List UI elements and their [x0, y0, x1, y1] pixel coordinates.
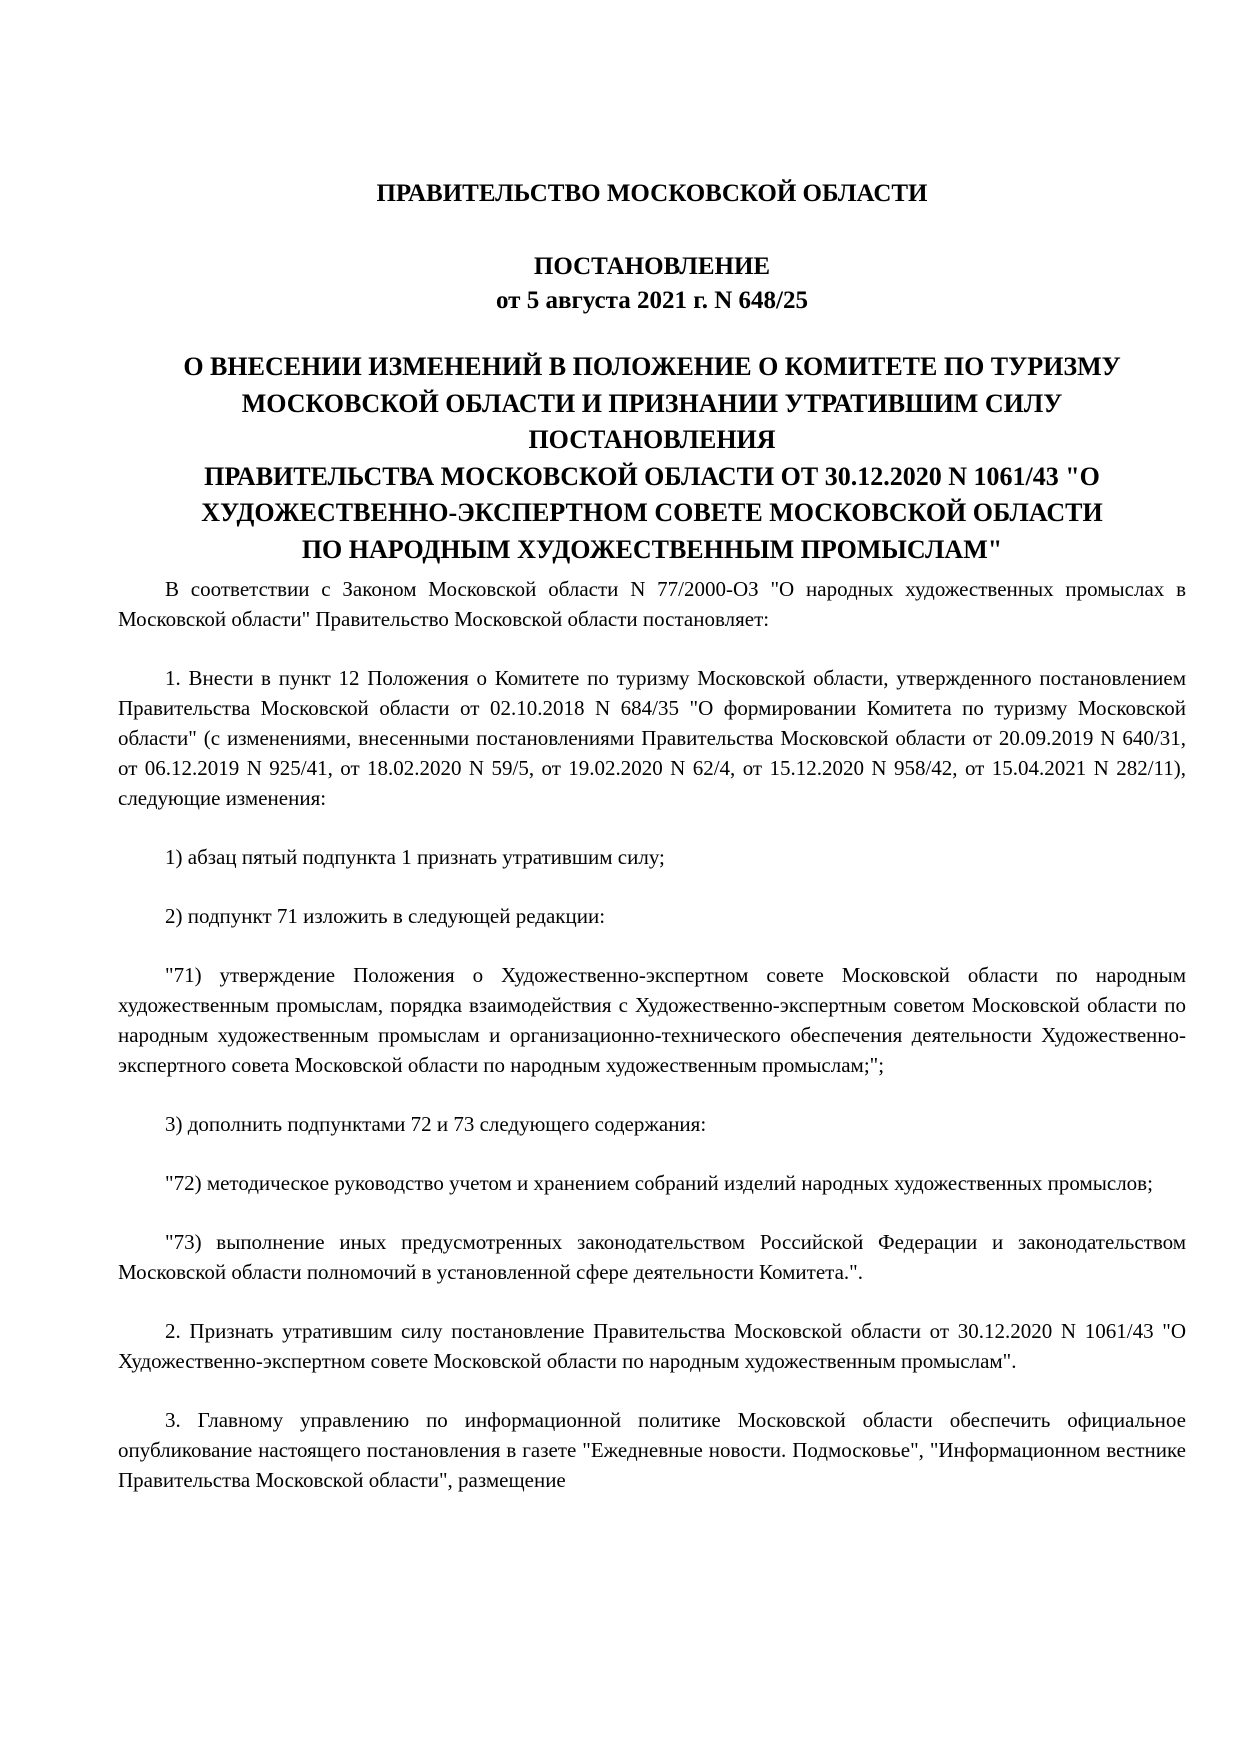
heading-line: ПО НАРОДНЫМ ХУДОЖЕСТВЕННЫМ ПРОМЫСЛАМ": [301, 534, 1003, 564]
heading-line: МОСКОВСКОЙ ОБЛАСТИ И ПРИЗНАНИИ УТРАТИВШИМ СИЛУ: [241, 388, 1063, 418]
document-type: ПОСТАНОВЛЕНИЕ: [533, 253, 771, 280]
heading-line: ХУДОЖЕСТВЕННО-ЭКСПЕРТНОМ СОВЕТЕ МОСКОВСКОЙ ОБЛАСТИ: [201, 498, 1103, 527]
organization-title: ПРАВИТЕЛЬСТВО МОСКОВСКОЙ ОБЛАСТИ: [376, 180, 928, 207]
subparagraph-2: 2) подпункт 71 изложить в следующей редакции:: [165, 904, 606, 928]
document-type-block: [118, 250, 1186, 318]
document-heading: [118, 349, 1186, 568]
paragraph-1: 1. Внести в пункт 12 Положения о Комитете по туризму Московской области, утвержденного постановлением Правительства Московской области от 02.10.2018 N 684/35 "О формировании Комитета по туризму Московской области" (с изменениями, внесенными постановлениями Правительства Московской области от 20.09.2019 N 640/31, от 06.12.2019 N 925/41, от 18.02.2020 N 59/5, от 19.02.2020 N 62/4, от 15.12.2020 N 958/42, от 15.04.2021 N 282/11), следующие изменения:: [118, 666, 1186, 810]
paragraph-3: 3. Главному управлению по информационной политике Московской области обеспечить официальное опубликование настоящего постановления в газете "Ежедневные новости. Подмосковье", "Информационном вестнике Правительства Московской области", размещение: [118, 1408, 1186, 1492]
heading-line: ПРАВИТЕЛЬСТВА МОСКОВСКОЙ ОБЛАСТИ ОТ 30.12.2020 N 1061/43 "О: [204, 461, 1100, 491]
subparagraph-1: 1) абзац пятый подпункта 1 признать утратившим силу;: [165, 845, 665, 869]
subparagraph-71-text: "71) утверждение Положения о Художественно-экспертном совете Московской области по народным художественным промыслам, порядка взаимодействия с Художественно-экспертным советом Московской области по народным художественным промыслам и организационно-технического обеспечения деятельности Художественно-экспертного совета Московской области по народным художественным промыслам;";: [118, 963, 1186, 1077]
document-body: [118, 574, 1186, 1524]
paragraph-2: 2. Признать утратившим силу постановление Правительства Московской области от 30.12.2020 N 1061/43 "О Художественно-экспертном совете Московской области по народным художественным промыслам".: [118, 1319, 1186, 1373]
subparagraph-73-text: "73) выполнение иных предусмотренных законодательством Российской Федерации и законодательством Московской области полномочий в установленной сфере деятельности Комитета.".: [118, 1230, 1186, 1284]
heading-line: ПОСТАНОВЛЕНИЯ: [528, 425, 776, 454]
heading-line: О ВНЕСЕНИИ ИЗМЕНЕНИЙ В ПОЛОЖЕНИЕ О КОМИТЕТЕ ПО ТУРИЗМУ: [183, 352, 1121, 381]
subparagraph-3: 3) дополнить подпунктами 72 и 73 следующего содержания:: [165, 1112, 707, 1136]
subparagraph-72-text: "72) методическое руководство учетом и хранением собраний изделий народных художественных промыслов;: [165, 1171, 1153, 1195]
document-date-number: от 5 августа 2021 г. N 648/25: [496, 287, 808, 314]
preamble-paragraph: В соответствии с Законом Московской области N 77/2000-ОЗ "О народных художественных промыслах в Московской области" Правительство Московской области постановляет:: [118, 577, 1186, 631]
